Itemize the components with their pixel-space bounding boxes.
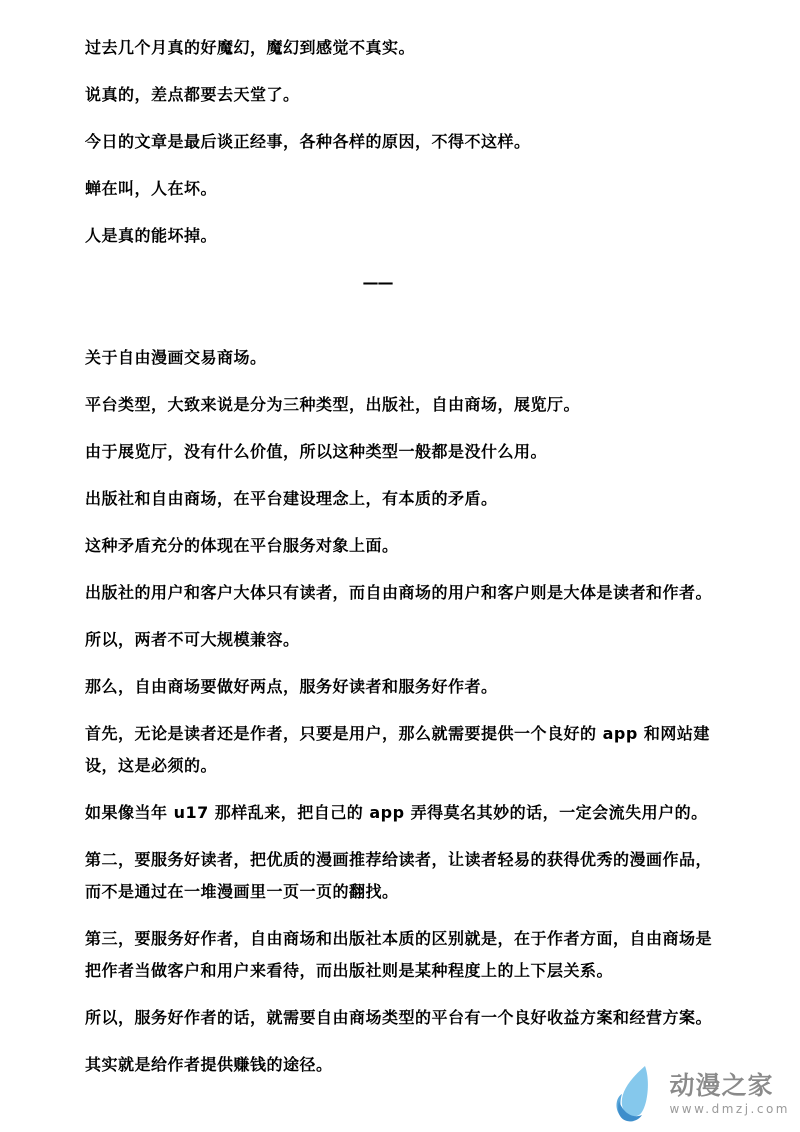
flame-petal-light: [622, 1066, 648, 1116]
paragraph: 那么，自由商场要做好两点，服务好读者和服务好作者。: [85, 677, 498, 696]
paragraph: 说真的，差点都要去天堂了。: [85, 85, 300, 104]
dmzj-wordmark: [669, 1072, 790, 1117]
paragraph: 出版社和自由商场，在平台建设理念上，有本质的矛盾。: [85, 489, 498, 508]
paragraph: 过去几个月真的好魔幻，魔幻到感觉不真实。: [85, 38, 416, 57]
paragraph: 所以，服务好作者的话，就需要自由商场类型的平台有一个良好收益方案和经营方案。: [85, 1008, 713, 1027]
dmzj-brand-text: 动漫之家: [669, 1070, 774, 1100]
paragraph: 平台类型，大致来说是分为三种类型，出版社，自由商场，展览厅。: [85, 395, 581, 414]
paragraph: 关于自由漫画交易商场。: [85, 348, 267, 367]
paragraph: 这种矛盾充分的体现在平台服务对象上面。: [85, 536, 399, 555]
paragraph: 人是真的能坏掉。: [85, 226, 218, 245]
paragraph: 所以，两者不可大规模兼容。: [85, 630, 300, 649]
paragraph: 蝉在叫，人在坏。: [85, 179, 218, 198]
paragraph: 其实就是给作者提供赚钱的途径。: [85, 1055, 333, 1074]
paragraph: 今日的文章是最后谈正经事，各种各样的原因，不得不这样。: [85, 132, 531, 151]
paragraph: 如果像当年 u17 那样乱来，把自己的 app 弄得莫名其妙的话，一定会流失用户的。: [85, 803, 708, 822]
article-body: [85, 32, 725, 1096]
section-divider: ——: [362, 273, 393, 292]
dmzj-url-text: www.dmzj.com: [669, 1102, 790, 1117]
paragraph: 由于展览厅，没有什么价值，所以这种类型一般都是没什么用。: [85, 442, 548, 461]
dmzj-flame-icon: [614, 1066, 660, 1122]
paragraph: 第二，要服务好读者，把优质的漫画推荐给读者，让读者轻易的获得优秀的漫画作品，而不是通过在一堆漫画里一页一页的翻找。: [85, 850, 713, 901]
paragraph: 第三，要服务好作者，自由商场和出版社本质的区别就是，在于作者方面，自由商场是把作者当做客户和用户来看待，而出版社则是某种程度上的上下层关系。: [85, 929, 713, 980]
paragraph: 首先，无论是读者还是作者，只要是用户，那么就需要提供一个良好的 app 和网站建设，这是必须的。: [85, 724, 710, 775]
dmzj-watermark: [614, 1066, 790, 1122]
paragraph: 出版社的用户和客户大体只有读者，而自由商场的用户和客户则是大体是读者和作者。: [85, 583, 713, 602]
